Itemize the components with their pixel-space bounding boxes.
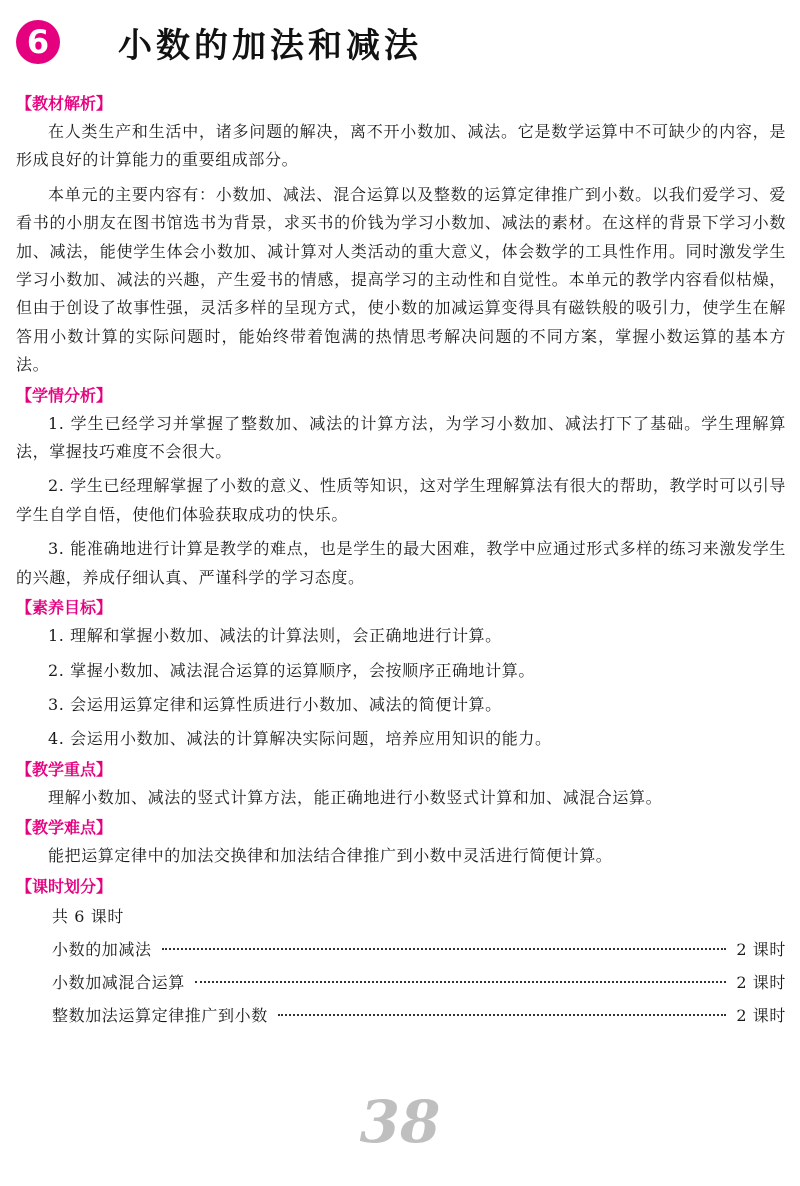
lesson-hours: 2 课时 bbox=[736, 1005, 786, 1025]
lesson-hours: 2 课时 bbox=[736, 939, 786, 959]
section-heading-difficult-points: 【教学难点】 bbox=[16, 818, 113, 838]
chapter-number-badge: 6 bbox=[16, 20, 60, 64]
lesson-row bbox=[16, 999, 786, 1032]
section-heading-lesson-plan: 【课时划分】 bbox=[16, 876, 113, 896]
lesson-hours: 2 课时 bbox=[736, 972, 786, 992]
page-number: 38 bbox=[359, 1088, 441, 1156]
list-item: 2. 掌握小数加、减法混合运算的运算顺序，会按顺序正确地计算。 bbox=[48, 660, 535, 680]
lesson-row bbox=[16, 966, 786, 999]
list-item: 4. 会运用小数加、减法的计算解决实际问题，培养应用知识的能力。 bbox=[48, 729, 552, 749]
lesson-name: 小数加减混合运算 bbox=[52, 972, 185, 992]
dot-leader bbox=[162, 948, 727, 950]
section-heading-student-analysis: 【学情分析】 bbox=[16, 385, 113, 405]
key-points-text: 理解小数加、减法的竖式计算方法，能正确地进行小数竖式计算和加、减混合运算。 bbox=[48, 787, 663, 807]
lesson-name: 整数加法运算定律推广到小数 bbox=[52, 1005, 268, 1025]
list-item: 1. 学生已经学习并掌握了整数加、减法的计算方法，为学习小数加、减法打下了基础。学生理解算法，掌握技巧难度不会很大。 bbox=[16, 413, 786, 462]
difficult-points-text: 能把运算定律中的加法交换律和加法结合律推广到小数中灵活进行简便计算。 bbox=[48, 846, 613, 866]
paragraph: 本单元的主要内容有：小数加、减法、混合运算以及整数的运算定律推广到小数。以我们爱学习、爱看书的小朋友在图书馆选书为背景，求买书的价钱为学习小数加、减法的素材。在这样的背景下学习小数加、减法，能使学生体会小数加、减计算对人类活动的重大意义，体会数学的工具性作用。同时激发学生学习小数加、减法的兴趣，产生爱书的情感，提高学习的主动性和自觉性。本单元的教学内容看似枯燥，但由于创设了故事性强，灵活多样的呈现方式，使小数的加减运算变得具有磁铁般的吸引力，使学生在解答用小数计算的实际问题时，能始终带着饱满的热情思考解决问题的不同方案，掌握小数运算的基本方法。 bbox=[16, 184, 786, 375]
lesson-total: 共 6 课时 bbox=[52, 906, 124, 926]
section-heading-textbook-analysis: 【教材解析】 bbox=[16, 94, 113, 113]
lesson-name: 小数的加减法 bbox=[52, 939, 152, 959]
list-item: 3. 能准确地进行计算是教学的难点，也是学生的最大困难，教学中应通过形式多样的练习来激发学生的兴趣，养成仔细认真、严谨科学的学习态度。 bbox=[16, 539, 786, 587]
chapter-header bbox=[16, 12, 422, 72]
paragraph: 在人类生产和生活中，诸多问题的解决，离不开小数加、减法。它是数学运算中不可缺少的内容，是形成良好的计算能力的重要组成部分。 bbox=[16, 122, 786, 170]
section-heading-literacy-goals: 【素养目标】 bbox=[16, 598, 113, 618]
list-item: 1. 理解和掌握小数加、减法的计算法则，会正确地进行计算。 bbox=[48, 626, 502, 646]
lesson-row bbox=[16, 933, 786, 966]
dot-leader bbox=[195, 981, 727, 983]
section-heading-key-points: 【教学重点】 bbox=[16, 759, 113, 779]
chapter-title: 小数的加法和减法 bbox=[118, 25, 422, 66]
list-item: 3. 会运用运算定律和运算性质进行小数加、减法的简便计算。 bbox=[48, 694, 502, 714]
page-content bbox=[16, 88, 786, 1032]
list-item: 2. 学生已经理解掌握了小数的意义、性质等知识，这对学生理解算法有很大的帮助，教学时可以引导学生自学自悟，使他们体验获取成功的快乐。 bbox=[16, 476, 786, 524]
dot-leader bbox=[278, 1014, 727, 1016]
